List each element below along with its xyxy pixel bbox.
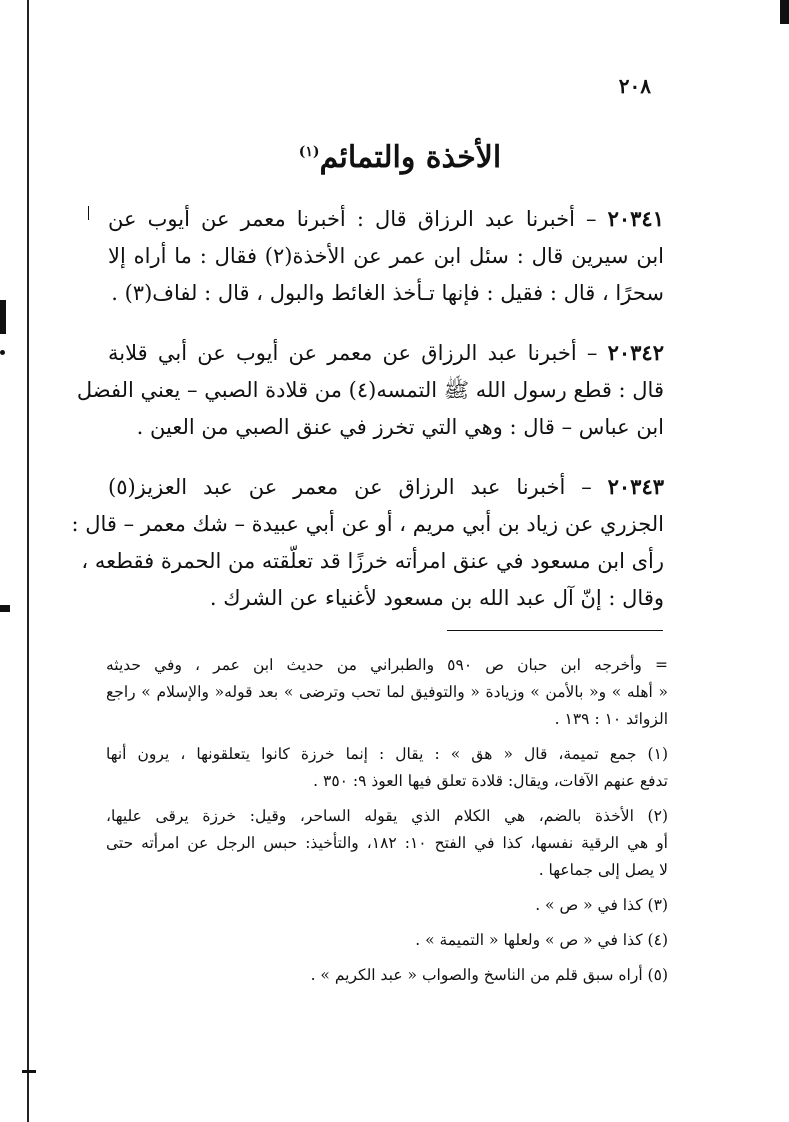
footnote-line: الزوائد ١٠ : ١٣٩ . <box>554 710 668 728</box>
footnote-4 <box>106 927 668 954</box>
hadith-line-text: – أخبرنا عبد الرزاق عن معمر عن عبد العزيز(٥) <box>108 475 592 499</box>
hadith-line: وقال : إنّ آل عبد الله بن مسعود لأغنياء عن الشرك . <box>209 586 664 610</box>
page-number: ٢٠٨ <box>618 74 651 98</box>
footnote-2 <box>106 803 668 884</box>
scan-mark <box>0 350 5 355</box>
footnote-line: أو هي الرقية نفسها، كذا في الفتح ١٠: ١٨٢، والتأخيذ: حبس الرجل عن امرأته حتى <box>106 834 668 852</box>
scan-edge-right <box>780 0 789 24</box>
hadith-number: ٢٠٣٤٢ <box>607 340 664 365</box>
chapter-footnote-ref: (١) <box>298 144 320 160</box>
footnote-5 <box>106 962 668 989</box>
footnote-line: (٣) كذا في « ص » . <box>535 896 668 914</box>
main-text <box>71 200 665 639</box>
hadith-line: رأى ابن مسعود في عنق امرأته خرزًا قد تعلّقته من الحمرة فقطعه ، <box>81 549 664 573</box>
hadith-number: ٢٠٣٤٣ <box>607 474 665 499</box>
hadith-line: ابن عباس – قال : وهي التي تخرز في عنق الصبي من العين . <box>136 415 664 439</box>
hadith-line <box>108 468 664 506</box>
scan-mark <box>88 206 89 220</box>
chapter-title-text: الأخذة والتمائم <box>319 140 502 175</box>
footnote-line: (١) جمع تميمة، قال « هق » : يقال : إنما خرزة كانوا يتعلقونها ، يرون أنها <box>106 745 668 763</box>
footnote-line: (٤) كذا في « ص » ولعلها « التميمة » . <box>415 931 668 949</box>
hadith-number: ٢٠٣٤١ <box>607 206 664 231</box>
hadith-line: ابن سيرين قال : سئل ابن عمر عن الأخذة(٢) فقال : ما أراه إلا <box>108 244 665 268</box>
hadith-20343 <box>71 468 665 617</box>
footnote-separator <box>447 630 663 631</box>
scan-mark <box>22 1070 36 1073</box>
chapter-title <box>200 140 600 175</box>
scan-mark <box>0 605 10 612</box>
footnote-line: = وأخرجه ابن حبان ص ٥٩٠ والطبراني من حديث ابن عمر ، وفي حديثه <box>106 656 668 674</box>
hadith-line: قال : قطع رسول الله ﷺ التمسه(٤) من قلادة الصبي – يعني الفضل <box>76 378 664 402</box>
scan-edge-left <box>27 0 29 1122</box>
footnotes <box>106 652 668 997</box>
footnote-line: « أهله » و« بالأمن » وزيادة « والتوفيق لما تحب وترضى » بعد قوله« والإسلام » راجع <box>106 683 668 701</box>
footnote-3 <box>106 892 668 919</box>
hadith-line: سحرًا ، قال : فقيل : فإنها تـأخذ الغائط والبول ، قال : لفاف(٣) . <box>111 281 664 305</box>
footnote-line: لا يصل إلى جماعها . <box>538 861 668 879</box>
hadith-20342 <box>76 334 664 446</box>
footnote-line: (٥) أراه سبق قلم من الناسخ والصواب « عبد الكريم » . <box>310 966 668 984</box>
hadith-20341 <box>108 200 664 312</box>
footnote-1 <box>106 741 668 795</box>
hadith-line-text: – أخبرنا عبد الرزاق قال : أخبرنا معمر عن أيوب عن <box>108 207 597 231</box>
hadith-line <box>108 200 664 238</box>
hadith-line: الجزري عن زياد بن أبي مريم ، أو عن أبي عبيدة – شك معمر – قال : <box>71 512 664 536</box>
footnote-continued <box>106 652 668 733</box>
scan-mark <box>0 300 6 334</box>
footnote-line: (٢) الأخذة بالضم، هي الكلام الذي يقوله الساحر، وقيل: خرزة يرقى عليها، <box>106 807 668 825</box>
hadith-line-text: – أخبرنا عبد الرزاق عن معمر عن أيوب عن أبي قلابة <box>108 341 598 365</box>
footnote-line: تدفع عنهم الآفات، ويقال: قلادة تعلق فيها العوذ ٩: ٣٥٠ . <box>313 772 668 790</box>
hadith-line <box>108 334 664 372</box>
